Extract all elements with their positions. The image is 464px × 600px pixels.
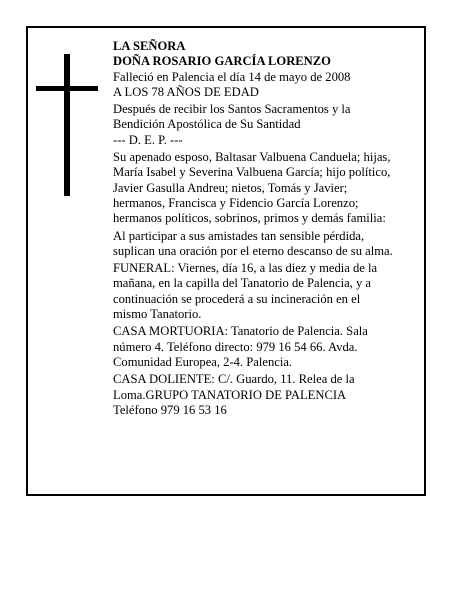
mourning-house-line: Teléfono 979 16 53 16 xyxy=(113,402,227,417)
mortuary-line: número 4. Teléfono directo: 979 16 54 66. Avda. xyxy=(113,339,358,354)
deceased-name: DOÑA ROSARIO GARCÍA LORENZO xyxy=(113,54,331,69)
family-line: hermanos, Francisca y Fidencio García Lorenzo; xyxy=(113,195,359,210)
family-line: Su apenado esposo, Baltasar Valbuena Canduela; hijas, xyxy=(113,150,391,165)
family-line: María Isabel y Severina Valbuena García; hijo político, xyxy=(113,165,391,180)
cross-icon-horizontal-bar xyxy=(36,86,98,91)
heading: LA SEÑORA xyxy=(113,39,186,53)
request-line: Al participar a sus amistades tan sensible pérdida, xyxy=(113,228,365,243)
funeral-line: mismo Tanatorio. xyxy=(113,307,202,322)
funeral-line: FUNERAL: Viernes, día 16, a las diez y media de la xyxy=(113,261,378,276)
cross-icon-vertical-bar xyxy=(64,54,70,196)
funeral-line: continuación se procederá a su incineración en el xyxy=(113,291,361,306)
family-line: Javier Gasulla Andreu; nietos, Tomás y Javier; xyxy=(113,180,348,195)
mourning-house-line: Loma.GRUPO TANATORIO DE PALENCIA xyxy=(113,387,347,402)
mortuary-line: CASA MORTUORIA: Tanatorio de Palencia. Sala xyxy=(113,324,368,339)
rip-line: --- D. E. P. --- xyxy=(113,132,183,147)
mortuary-line: Comunidad Europea, 2-4. Palencia. xyxy=(113,354,293,369)
funeral-line: mañana, en la capilla del Tanatorio de Palencia, y a xyxy=(113,276,371,291)
sacraments-line: Después de recibir los Santos Sacramentos y la xyxy=(113,102,351,117)
obituary-text xyxy=(113,39,419,418)
family-line: hermanos políticos, sobrinos, primos y demás familia: xyxy=(113,211,386,226)
sacraments-line: Bendición Apostólica de Su Santidad xyxy=(113,117,301,132)
age-line: A LOS 78 AÑOS DE EDAD xyxy=(113,84,259,99)
death-line: Falleció en Palencia el día 14 de mayo de 2008 xyxy=(113,69,351,84)
request-line: suplican una oración por el eterno descanso de su alma. xyxy=(113,243,393,258)
mourning-house-line: CASA DOLIENTE: C/. Guardo, 11. Relea de la xyxy=(113,372,355,387)
